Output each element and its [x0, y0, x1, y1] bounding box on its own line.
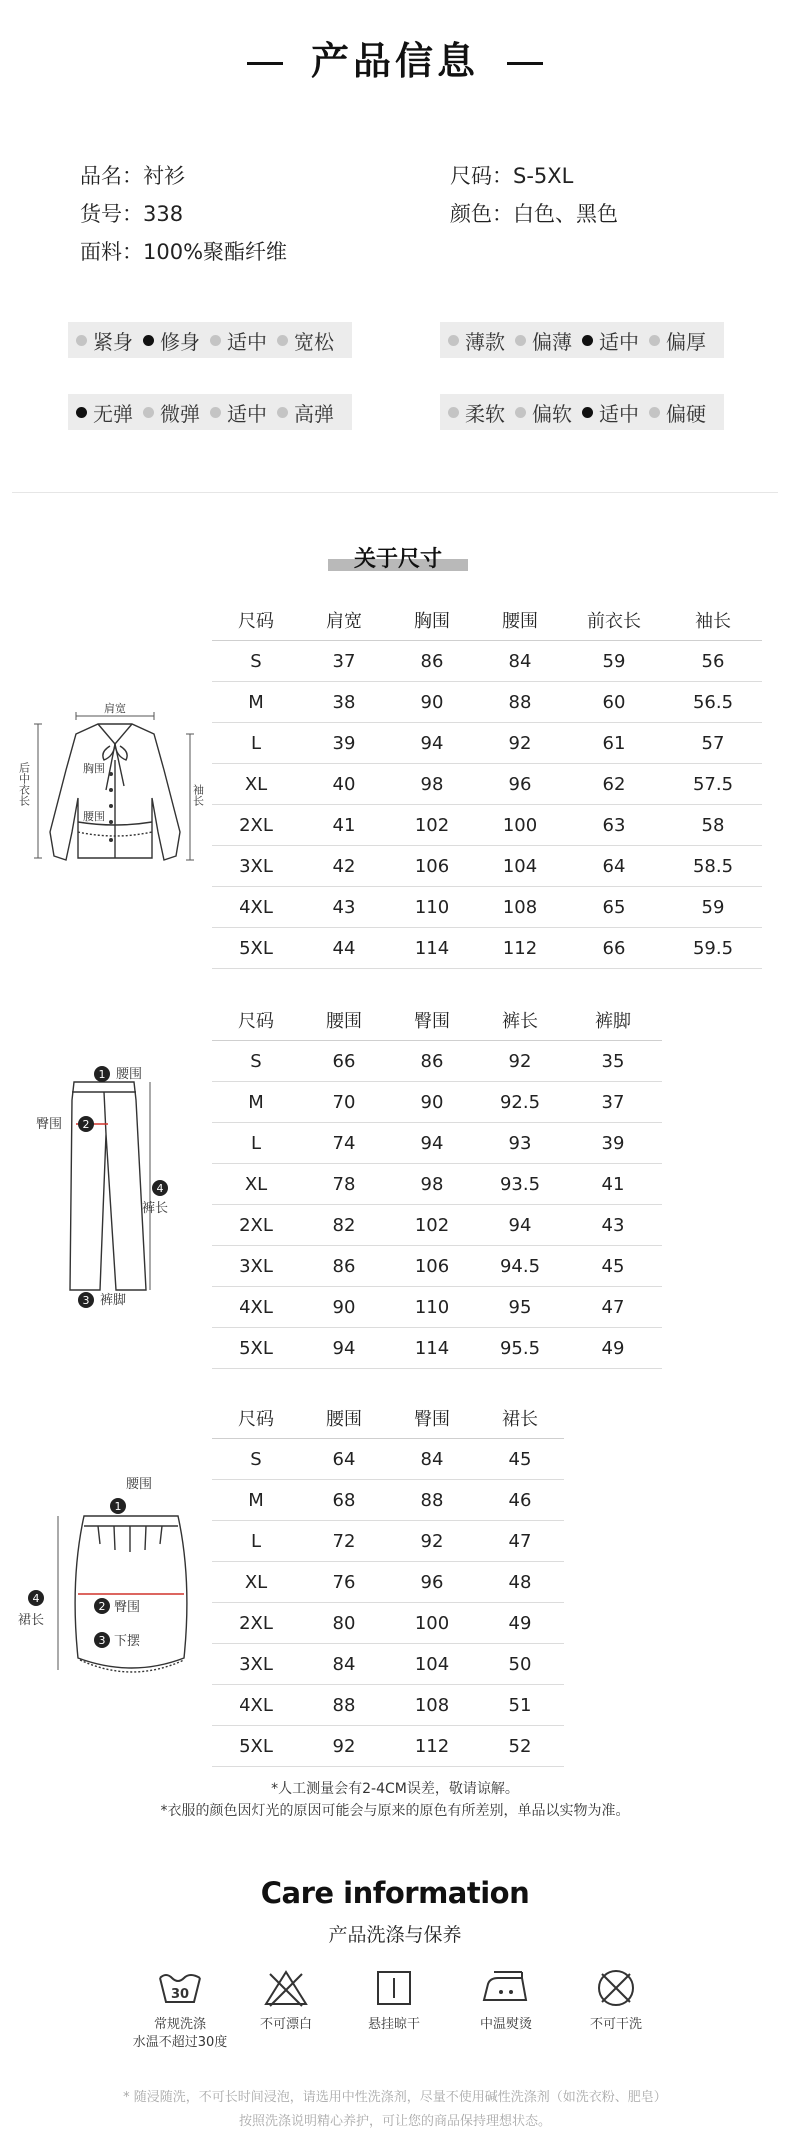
table-row [212, 1562, 564, 1603]
svg-text:4: 4 [156, 1182, 164, 1195]
product-color-value: 白色、黑色 [513, 202, 618, 226]
softness-option-medium: 适中 [582, 398, 639, 427]
table-row [212, 1726, 564, 1767]
table-cell: 100 [388, 1603, 476, 1644]
care-label-wash: 常规洗涤 水温不超过30度 [132, 2017, 228, 2050]
shirt-label-waist: 腰围 [83, 810, 105, 823]
column-header: 胸围 [388, 600, 476, 641]
product-fabric-label: 面料： [80, 240, 143, 264]
column-header: 臀围 [388, 1398, 476, 1439]
table-row [212, 723, 762, 764]
svg-text:3: 3 [82, 1294, 90, 1307]
thickness-option-thin: 薄款 [448, 326, 505, 355]
table-row [212, 887, 762, 928]
table-row [212, 1205, 662, 1246]
table-cell: 94 [476, 1205, 564, 1246]
table-cell: S [212, 1041, 300, 1082]
thickness-option-slightly-thin: 偏薄 [515, 326, 572, 355]
table-cell: 63 [564, 805, 664, 846]
table-row [212, 1644, 564, 1685]
column-header: 尺码 [212, 1000, 300, 1041]
pants-label-hem: 裤脚 [100, 1293, 127, 1308]
table-row [212, 1328, 662, 1369]
svg-text:30: 30 [170, 1987, 190, 2002]
measurement-note: *人工测量会有2-4CM误差，敬请谅解。 [271, 1781, 519, 1797]
table-cell: 50 [476, 1644, 564, 1685]
table-cell: 58.5 [664, 846, 762, 887]
table-row [212, 1439, 564, 1480]
shirt-buttons [109, 772, 113, 842]
elasticity-option-high: 高弹 [277, 398, 334, 427]
table-cell: 40 [300, 764, 388, 805]
pants-label-length: 裤长 [142, 1201, 169, 1216]
table-cell: 95.5 [476, 1328, 564, 1369]
title-dash-left [247, 62, 283, 65]
column-header: 肩宽 [300, 600, 388, 641]
table-cell: 4XL [212, 1287, 300, 1328]
table-cell: 70 [300, 1082, 388, 1123]
skirt-diagram [14, 1470, 194, 1700]
size-section-title [328, 542, 468, 576]
table-cell: 39 [300, 723, 388, 764]
table-cell: 44 [300, 928, 388, 969]
table-cell: 41 [300, 805, 388, 846]
table-cell: 66 [564, 928, 664, 969]
care-label-bleach: 不可漂白 [259, 2017, 312, 2032]
svg-text:1: 1 [98, 1068, 106, 1081]
table-cell: 45 [476, 1439, 564, 1480]
table-row [212, 682, 762, 723]
care-item-bleach [226, 1968, 346, 2034]
table-row [212, 1521, 564, 1562]
no-bleach-icon [262, 1968, 310, 2008]
fit-option-loose: 宽松 [277, 326, 334, 355]
table-cell: 56 [664, 641, 762, 682]
elasticity-option-slight: 微弹 [143, 398, 200, 427]
table-cell: 43 [300, 887, 388, 928]
table-cell: 98 [388, 764, 476, 805]
table-cell: L [212, 1123, 300, 1164]
product-size-label: 尺码： [450, 164, 513, 188]
svg-text:2: 2 [82, 1118, 90, 1131]
table-cell: 3XL [212, 1246, 300, 1287]
softness-attribute-bar [440, 394, 724, 430]
dot-icon [448, 407, 459, 418]
table-cell: 114 [388, 1328, 476, 1369]
pants-diagram [24, 1060, 184, 1310]
table-cell: 61 [564, 723, 664, 764]
fit-option-tight: 紧身 [76, 326, 133, 355]
table-cell: 5XL [212, 928, 300, 969]
table-cell: 2XL [212, 1603, 300, 1644]
table-cell: 88 [388, 1480, 476, 1521]
table-cell: 52 [476, 1726, 564, 1767]
pants-markers [78, 1066, 168, 1308]
product-color [450, 198, 618, 228]
care-subtitle: 产品洗涤与保养 [328, 1924, 462, 1946]
product-fabric [80, 236, 287, 266]
dot-icon [649, 335, 660, 346]
shirt-label-chest: 胸围 [83, 762, 105, 775]
table-cell: 58 [664, 805, 762, 846]
table-cell: 39 [564, 1123, 662, 1164]
column-header: 腰围 [476, 600, 564, 641]
table-cell: 102 [388, 805, 476, 846]
table-cell: 90 [388, 1082, 476, 1123]
shirt-label-sleeve: 袖长 [191, 784, 205, 806]
page-title-text: 产品信息 [310, 39, 479, 83]
table-header-row [212, 1398, 564, 1439]
table-cell: 66 [300, 1041, 388, 1082]
no-dry-clean-icon [592, 1968, 640, 2008]
column-header: 臀围 [388, 1000, 476, 1041]
table-cell: 94.5 [476, 1246, 564, 1287]
svg-text:2: 2 [98, 1600, 106, 1613]
table-cell: M [212, 1480, 300, 1521]
column-header: 前衣长 [564, 600, 664, 641]
table-header-row [212, 600, 762, 641]
table-cell: 94 [388, 1123, 476, 1164]
dot-icon [277, 407, 288, 418]
table-cell: 5XL [212, 1328, 300, 1369]
table-cell: 108 [388, 1685, 476, 1726]
table-cell: 98 [388, 1164, 476, 1205]
elasticity-attribute-bar [68, 394, 352, 430]
table-cell: 78 [300, 1164, 388, 1205]
dot-icon [143, 407, 154, 418]
table-cell: 48 [476, 1562, 564, 1603]
table-cell: 84 [476, 641, 564, 682]
table-cell: L [212, 1521, 300, 1562]
table-cell: 92.5 [476, 1082, 564, 1123]
skirt-label-length: 裙长 [18, 1613, 45, 1628]
table-cell: 49 [564, 1328, 662, 1369]
table-cell: 104 [388, 1644, 476, 1685]
pants-label-hip: 臀围 [36, 1117, 63, 1132]
dot-icon [448, 335, 459, 346]
product-code [80, 198, 183, 228]
table-cell: 47 [564, 1287, 662, 1328]
table-cell: 90 [388, 682, 476, 723]
care-label-iron: 中温熨烫 [479, 2017, 532, 2032]
dot-icon [582, 407, 593, 418]
table-cell: 114 [388, 928, 476, 969]
table-cell: 95 [476, 1287, 564, 1328]
product-code-label: 货号： [80, 202, 143, 226]
table-cell: 92 [300, 1726, 388, 1767]
table-cell: 86 [300, 1246, 388, 1287]
column-header: 尺码 [212, 1398, 300, 1439]
table-cell: 74 [300, 1123, 388, 1164]
table-cell: 110 [388, 887, 476, 928]
iron-medium-icon [478, 1968, 534, 2008]
table-cell: 90 [300, 1287, 388, 1328]
table-cell: 42 [300, 846, 388, 887]
column-header: 腰围 [300, 1398, 388, 1439]
table-cell: 5XL [212, 1726, 300, 1767]
table-row [212, 764, 762, 805]
shirt-label-shoulder: 肩宽 [104, 702, 126, 715]
softness-option-slightly-soft: 偏软 [515, 398, 572, 427]
table-row [212, 1287, 662, 1328]
table-row [212, 1164, 662, 1205]
table-cell: 108 [476, 887, 564, 928]
table-cell: L [212, 723, 300, 764]
table-cell: 37 [300, 641, 388, 682]
skirt-label-hip: 臀围 [114, 1600, 141, 1615]
column-header: 裙长 [476, 1398, 564, 1439]
dot-icon [76, 407, 87, 418]
svg-text:3: 3 [98, 1634, 106, 1647]
table-cell: 64 [300, 1439, 388, 1480]
table-cell: 51 [476, 1685, 564, 1726]
product-size-range [450, 160, 573, 190]
table-cell: 43 [564, 1205, 662, 1246]
softness-option-hard: 偏硬 [649, 398, 706, 427]
table-cell: 57.5 [664, 764, 762, 805]
table-cell: 94 [300, 1328, 388, 1369]
softness-option-soft: 柔软 [448, 398, 505, 427]
table-cell: 45 [564, 1246, 662, 1287]
care-item-dryclean [556, 1968, 676, 2034]
thickness-attribute-bar [440, 322, 724, 358]
table-cell: 3XL [212, 1644, 300, 1685]
product-name-label: 品名： [80, 164, 143, 188]
table-cell: 104 [476, 846, 564, 887]
table-cell: M [212, 682, 300, 723]
table-cell: 62 [564, 764, 664, 805]
table-cell: 2XL [212, 1205, 300, 1246]
fit-option-regular: 适中 [210, 326, 267, 355]
table-cell: 94 [388, 723, 476, 764]
table-cell: 68 [300, 1480, 388, 1521]
table-cell: 41 [564, 1164, 662, 1205]
table-cell: 64 [564, 846, 664, 887]
table-row [212, 846, 762, 887]
hang-dry-icon [370, 1968, 418, 2008]
table-cell: M [212, 1082, 300, 1123]
table-cell: 112 [476, 928, 564, 969]
fit-option-slim: 修身 [143, 326, 200, 355]
fit-attribute-bar [68, 322, 352, 358]
table-cell: 60 [564, 682, 664, 723]
table-row [212, 1041, 662, 1082]
dot-icon [515, 335, 526, 346]
care-title: Care information [260, 1876, 530, 1910]
table-cell: 86 [388, 1041, 476, 1082]
table-cell: 56.5 [664, 682, 762, 723]
shirt-measure-lines [34, 712, 194, 860]
size-section-title-text: 关于尺寸 [353, 547, 442, 572]
table-cell: 102 [388, 1205, 476, 1246]
care-item-dry [334, 1968, 454, 2034]
table-cell: 76 [300, 1562, 388, 1603]
table-cell: 93.5 [476, 1164, 564, 1205]
table-cell: 106 [388, 846, 476, 887]
elasticity-option-none: 无弹 [76, 398, 133, 427]
table-cell: 88 [476, 682, 564, 723]
color-note: *衣服的颜色因灯光的原因可能会与原来的原色有所差别，单品以实物为准。 [160, 1803, 630, 1819]
table-cell: 92 [388, 1521, 476, 1562]
table-cell: 92 [476, 723, 564, 764]
product-color-label: 颜色： [450, 202, 513, 226]
table-cell: S [212, 641, 300, 682]
shirt-label-length: 后中衣长 [17, 762, 31, 806]
svg-text:4: 4 [32, 1592, 40, 1605]
dot-icon [210, 407, 221, 418]
table-header-row [212, 1000, 662, 1041]
table-row [212, 805, 762, 846]
table-cell: 59 [564, 641, 664, 682]
dot-icon [582, 335, 593, 346]
table-cell: S [212, 1439, 300, 1480]
table-cell: 106 [388, 1246, 476, 1287]
table-cell: 35 [564, 1041, 662, 1082]
product-name [80, 160, 185, 190]
table-cell: 37 [564, 1082, 662, 1123]
table-cell: XL [212, 1562, 300, 1603]
table-cell: XL [212, 764, 300, 805]
skirt-label-hem: 下摆 [114, 1634, 141, 1649]
dot-icon [143, 335, 154, 346]
elasticity-option-medium: 适中 [210, 398, 267, 427]
table-cell: 3XL [212, 846, 300, 887]
title-dash-right [507, 62, 543, 65]
table-row [212, 1685, 564, 1726]
table-cell: 72 [300, 1521, 388, 1562]
column-header: 裤脚 [564, 1000, 662, 1041]
table-cell: 84 [300, 1644, 388, 1685]
table-row [212, 1603, 564, 1644]
table-cell: 82 [300, 1205, 388, 1246]
thickness-option-medium: 适中 [582, 326, 639, 355]
table-row [212, 1082, 662, 1123]
pants-outline [70, 1082, 146, 1290]
table-row [212, 1246, 662, 1287]
table-row [212, 641, 762, 682]
dot-icon [649, 407, 660, 418]
column-header: 腰围 [300, 1000, 388, 1041]
wash-30-icon [156, 1968, 204, 2008]
table-cell: 59.5 [664, 928, 762, 969]
pants-size-table [212, 1000, 662, 1369]
table-cell: 80 [300, 1603, 388, 1644]
shirt-size-table [212, 600, 762, 969]
table-row [212, 1123, 662, 1164]
column-header: 尺码 [212, 600, 300, 641]
care-item-wash [120, 1968, 240, 2052]
table-cell: 47 [476, 1521, 564, 1562]
product-code-value: 338 [143, 202, 184, 226]
product-size-value: S-5XL [513, 164, 574, 188]
product-fabric-value: 100%聚酯纤维 [143, 240, 288, 264]
table-cell: 4XL [212, 1685, 300, 1726]
table-cell: 38 [300, 682, 388, 723]
svg-text:1: 1 [114, 1500, 122, 1513]
care-item-iron [446, 1968, 566, 2034]
shirt-outline [50, 724, 180, 860]
table-cell: 59 [664, 887, 762, 928]
section-divider [12, 492, 778, 493]
dot-icon [76, 335, 87, 346]
shirt-diagram [14, 700, 214, 880]
table-cell: 96 [388, 1562, 476, 1603]
page-title [0, 30, 790, 85]
dot-icon [515, 407, 526, 418]
table-cell: XL [212, 1164, 300, 1205]
pants-label-waist: 腰围 [116, 1067, 143, 1082]
care-label-dryclean: 不可干洗 [589, 2017, 642, 2032]
table-cell: 49 [476, 1603, 564, 1644]
table-cell: 88 [300, 1685, 388, 1726]
care-footer-line1: * 随浸随洗，不可长时间浸泡，请选用中性洗涤剂，尽量不使用碱性洗涤剂（如洗衣粉、肥皂） [123, 2090, 667, 2105]
table-cell: 84 [388, 1439, 476, 1480]
table-row [212, 1480, 564, 1521]
table-cell: 110 [388, 1287, 476, 1328]
skirt-label-waist: 腰围 [126, 1477, 153, 1492]
table-cell: 57 [664, 723, 762, 764]
table-cell: 4XL [212, 887, 300, 928]
table-cell: 96 [476, 764, 564, 805]
dot-icon [210, 335, 221, 346]
care-label-dry: 悬挂晾干 [367, 2017, 420, 2032]
product-name-value: 衬衫 [143, 164, 185, 188]
thickness-option-thick: 偏厚 [649, 326, 706, 355]
table-cell: 2XL [212, 805, 300, 846]
column-header: 袖长 [664, 600, 762, 641]
table-cell: 93 [476, 1123, 564, 1164]
care-footer-line2: 按照洗涤说明精心养护，可让您的商品保持理想状态。 [238, 2114, 551, 2129]
dot-icon [277, 335, 288, 346]
table-cell: 86 [388, 641, 476, 682]
column-header: 裤长 [476, 1000, 564, 1041]
table-cell: 100 [476, 805, 564, 846]
table-cell: 92 [476, 1041, 564, 1082]
table-cell: 65 [564, 887, 664, 928]
skirt-size-table [212, 1398, 564, 1767]
table-cell: 46 [476, 1480, 564, 1521]
table-row [212, 928, 762, 969]
table-cell: 112 [388, 1726, 476, 1767]
